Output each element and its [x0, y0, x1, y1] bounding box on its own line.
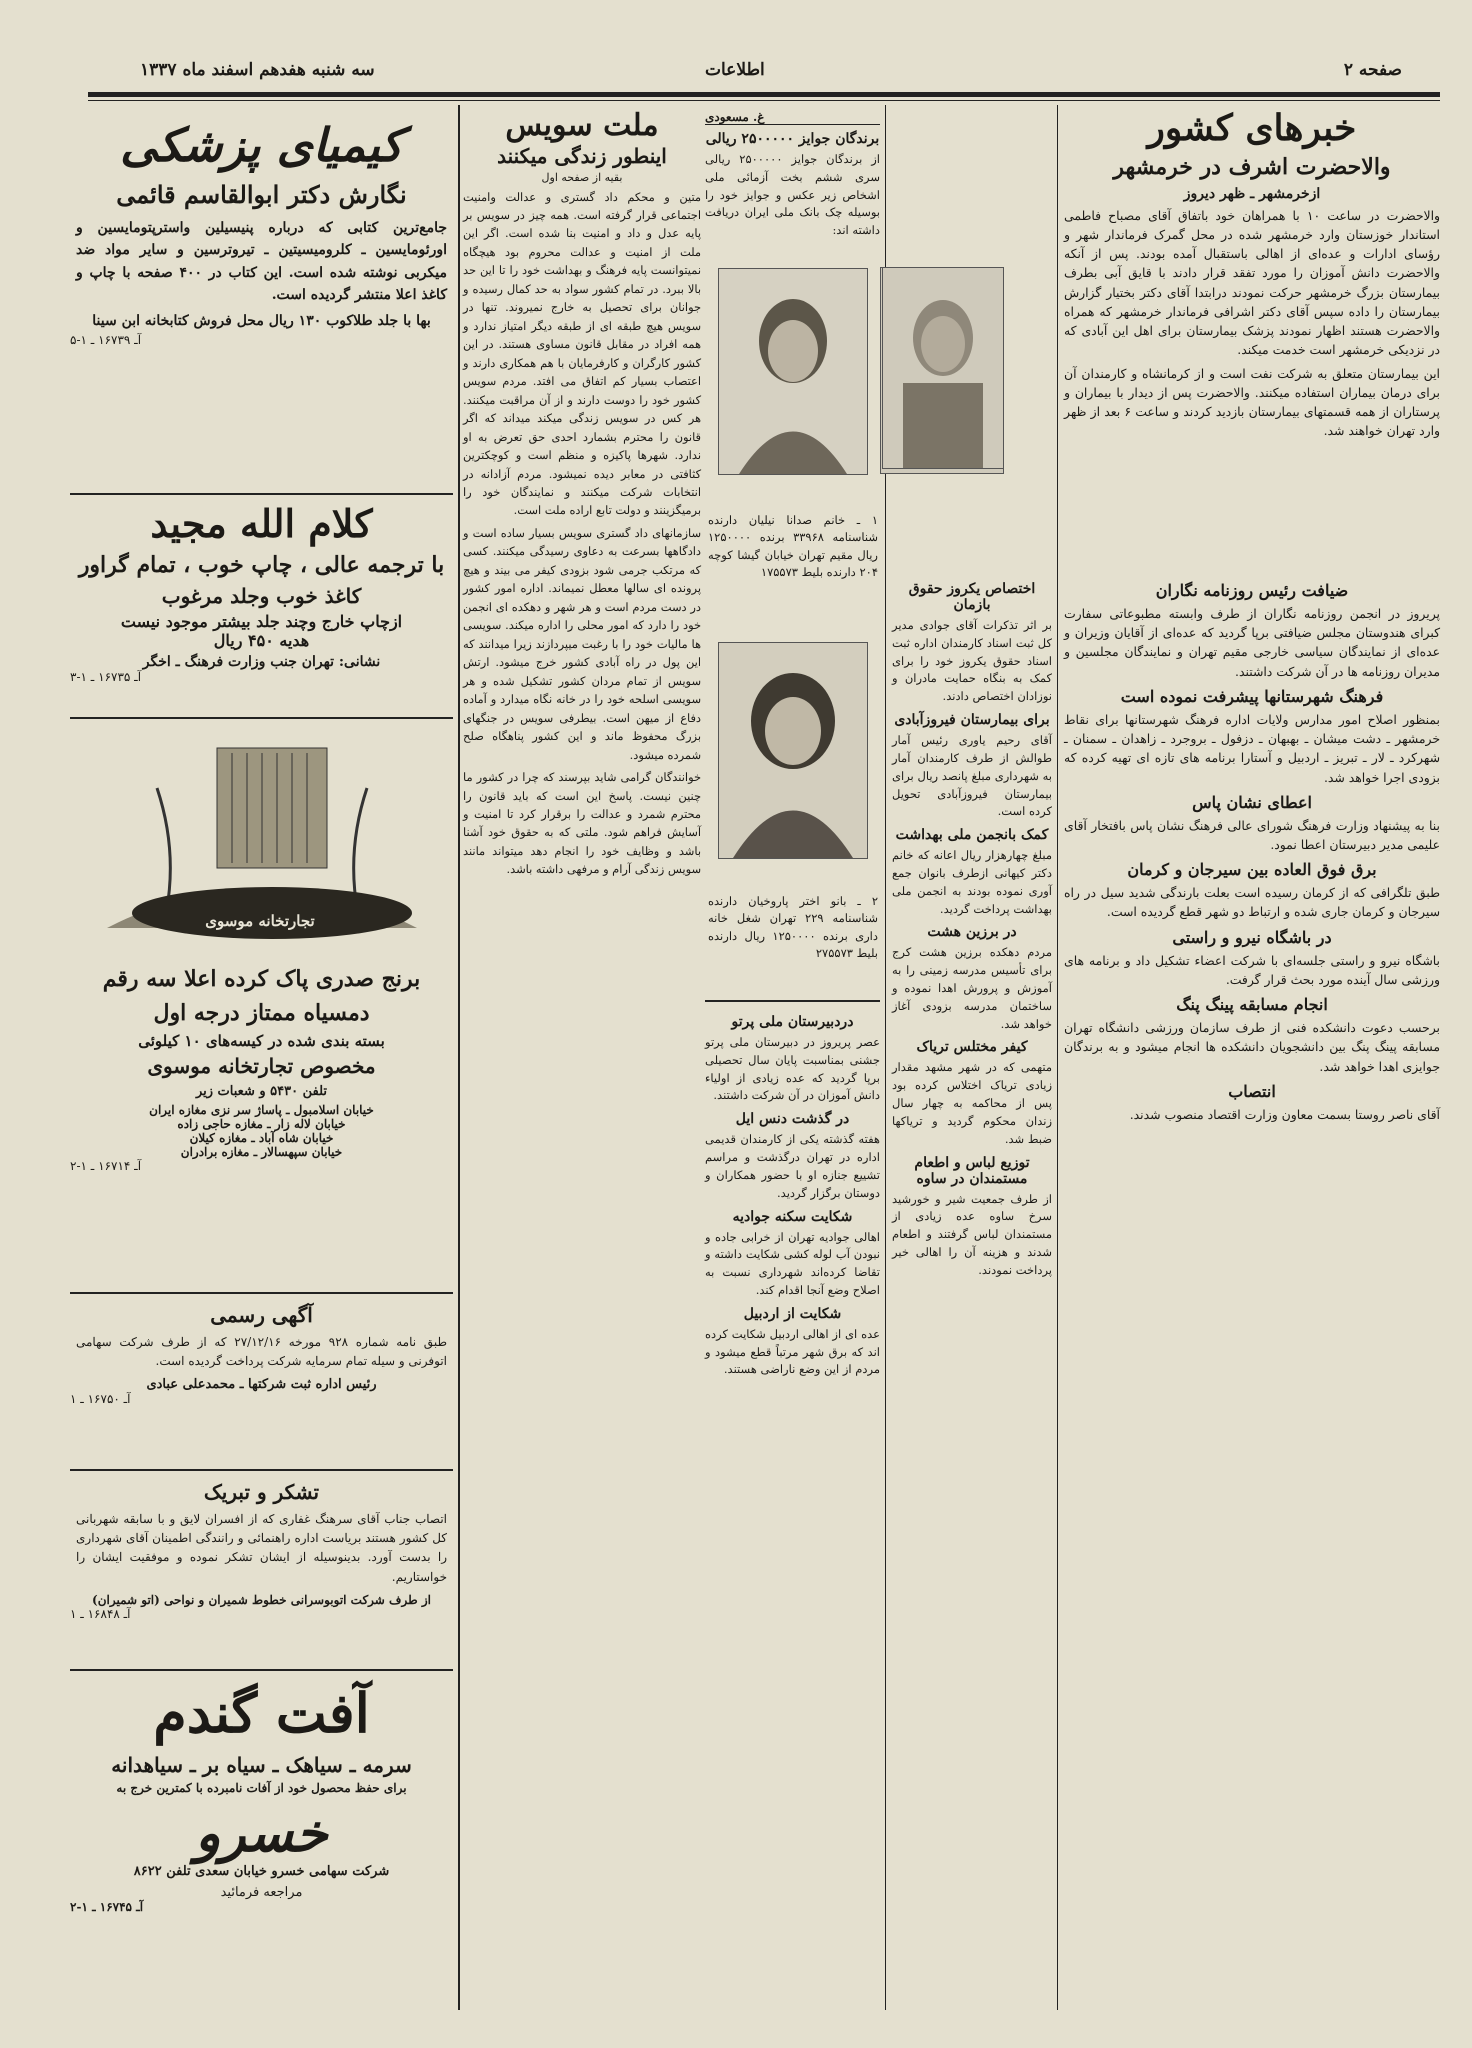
company-name: شرکت سهامی خسرو خیابان سعدی تلفن ۸۶۲۲: [133, 1864, 390, 1879]
headline: اعطای نشان پاس: [1192, 792, 1312, 812]
column-divider: [458, 105, 460, 2010]
newspaper-name: اطلاعات: [705, 60, 765, 80]
headline: اختصاص یکروز حقوق بازمان: [908, 581, 1036, 613]
article-body: بر اثر تذکرات آقای جوادی مدیر کل ثبت اسناد کارمندان اداره ثبت اسناد حقوق یکروز خود را برای کمک به بنگاه حمایت مادران و نوزادان اختصاص دادند.: [892, 618, 1052, 704]
thanks-title: تشکر و تبریک: [203, 1480, 320, 1504]
headline: والاحضرت اشرف در خرمشهر: [1113, 153, 1391, 180]
school-news: [705, 1008, 880, 1383]
article-body: خوانندگان گرامی شاید بپرسند که چرا در کشور ما چنین نیست. پاسخ این است که باید قانون را محترم شمرد و عدالت را برقرار کرد تا امنیت و آسایش فراهم شود. ملتی که به حقوق خود آشنا باشد و وظایف خود را انجام دهد میتواند مانند سویس زندگی آرام و مرفهی داشته باشد.: [463, 770, 701, 877]
article-body: از طرف جمعیت شیر و خورشید سرخ ساوه عده زیادی از مستمندان لباس گرفتند و اطعام شدند و هزینه آن را اهالی خیر پرداخت نمودند.: [892, 1191, 1052, 1277]
article-body: پریروز در انجمن روزنامه نگاران از طرف وابسته مطبوعاتی سفارت کبرای هندوستان مجلس ضیافتی برپا گردید که عده‌ای از آقایان وزیران و عده‌ای از نمایندگان سیاسی خارجی مقیم تهران و نمایندگان مجلسین و مدیران روزنامه ها در آن شرکت داشتند.: [1064, 606, 1440, 679]
headline: ضیافت رئیس روزنامه نگاران: [1155, 581, 1349, 600]
book-author: نگارش دکتر ابوالقاسم قائمی: [116, 180, 407, 209]
pesticide-ad: [70, 1675, 453, 2005]
article-body: عده ای از اهالی اردبیل شکایت کرده اند که برق شهر مرتباً قطع میشود و مردم از این وضع ناراضی هستند.: [705, 1326, 880, 1377]
page-number: صفحه ۲: [1343, 60, 1402, 80]
article-subtitle: اینطور زندگی میکنند: [497, 143, 667, 168]
swiss-article: [463, 110, 701, 883]
quran-price: هدیه ۴۵۰ ریال: [213, 631, 310, 650]
section-rule: [705, 1000, 880, 1002]
article-body: مبلغ چهارهزار ریال اعانه که خانم دکتر کیهانی ازطرف بانوان جمع آوری نموده بودند به انجمن ملی بهداشت پرداخت گردید.: [892, 848, 1052, 916]
branch-address: خیابان سپهسالار ـ مغازه برادران: [180, 1145, 343, 1159]
headline: در گذشت دنس ایل: [735, 1111, 850, 1128]
article-body: والاحضرت در ساعت ۱۰ با همراهان خود باتفاق آقای مصباح فاطمی استاندار خوزستان وارد خرمشهر شده در محل گمرک فرماندار شهر و رؤسای ادارات و عده‌ای از اهالی باستقبال آمده بودند. پس از آنکه والاحضرت دانش آموزان را مورد تفقد قرار دادند با قایق آبی بطرف بیمارستان بزرگ خرمشهر حرکت نمودند درابتدا آقای دکتر بختیار گزارش بیمارستان را داده سپس آقای دکتر اشرافی فرماندار خرمشهر که همراه والاحضرت هستند اظهار نمودند پزشک بیمارستان برای اهل این آبادی که در نزدیکی خرمشهر است خدمت میکند.: [1064, 207, 1441, 358]
quran-line: ازچاپ خارج وچند جلد بیشتر موجود نیست: [120, 612, 403, 631]
section-title: خبرهای کشور: [1147, 107, 1357, 149]
rice-branches: [70, 1103, 453, 1159]
portrait-1: [883, 268, 1003, 468]
article-body: آقای رحیم یاوری رئیس آمار طوالش از طرف کارمندان آمار به شهرداری مبلغ پانصد ریال برای بیمارستان فیروزآبادی تحویل کرده است.: [892, 733, 1052, 819]
author-tag: غ. مسعودی: [705, 110, 880, 125]
ad-code: آـ ۱۶۷۴۵ ـ ۱-۲: [70, 1900, 144, 1914]
quran-line: با ترجمه عالی ، چاپ خوب ، تمام گراور: [78, 552, 445, 578]
prize-title: برندگان جوایز ۲۵۰۰۰۰۰ ریالی: [705, 131, 880, 147]
winner-caption-1: ۱ ـ خانم صدانا نیلیان دارنده شناسنامه ۳۳۹۶۸ برنده ۱۲۵۰۰۰۰ ریال مقیم تهران خیابان گیشا کوچه ۲۰۴ دارنده بلیط ۱۷۵۵۷۳: [708, 513, 878, 579]
book-title: کیمیای پزشکی: [120, 118, 403, 172]
winner-photo-1: [882, 267, 1004, 469]
company-brand: خسرو: [195, 1803, 328, 1864]
quran-title: کلام الله مجید: [150, 501, 373, 546]
ad-code: آـ ۱۶۷۱۴ ـ ۱-۲: [70, 1159, 142, 1173]
article-title: ملت سویس: [505, 108, 659, 143]
book-description: جامع‌ترین کتابی که درباره پنیسیلین واسترپتومایسین و اورئومایسین ـ کلرومیسیتین ـ تیروترسین و سایر مواد ضد میکربی نوشته شده است. این کتاب در ۴۰۰ صفحه با چاپ و کاغذ اعلا منتشر گردیده است.: [76, 220, 447, 304]
thanks-notice: [70, 1474, 453, 1671]
pesticide-line: برای حفظ محصول خود از آفات نامبرده با کمترین خرج به: [116, 1781, 407, 1795]
prize-intro: از برندگان جوایز ۲۵۰۰۰۰۰ ریالی سری ششم بخت آزمائی ملی اشخاص زیر عکس و جوایز خود را بوسیله چک بانک ملی ایران دریافت داشته اند:: [705, 152, 880, 238]
branch-address: خیابان شاه آباد ـ مغازه کیلان: [189, 1131, 334, 1145]
article-body: هفته گذشته یکی از کارمندان قدیمی اداره در تهران درگذشت و مراسم تشییع جنازه او با حضور همکاران و دوستان برگزار گردید.: [705, 1132, 880, 1200]
headline: کیفر مختلس تریاک: [916, 1039, 1028, 1056]
notice-signature: رئیس اداره ثبت شرکتها ـ محمدعلی عبادی: [146, 1377, 377, 1393]
winner-photo-1-frame: [718, 268, 868, 475]
headline: شکایت از اردبیل: [743, 1305, 842, 1322]
ad-code: آـ ۱۶۷۳۵ ـ ۱-۳: [70, 670, 142, 684]
continued-note: بقیه از صفحه اول: [541, 170, 623, 184]
article-body: این بیمارستان متعلق به شرکت نفت است و از کرمانشاه و کارمندان آن برای درمان بیماران استفاده میکنند. والاحضرت پس از دیدار با بیماران و پرستاران از همه قسمتهای بیمارستان بازدید کردند و ساعت ۶ بعد از ظهر وارد تهران خواهند شد.: [1064, 365, 1440, 439]
news-column: [1064, 107, 1441, 444]
rice-line: بسته بندی شده در کیسه‌های ۱۰ کیلوئی: [138, 1032, 385, 1050]
column-divider: [1057, 105, 1058, 2010]
headline: شکایت سکنه جواديه: [732, 1208, 853, 1225]
branch-address: خیابان لاله زار ـ مغازه حاجی زاده: [177, 1117, 346, 1131]
rice-title: برنج صدری پاک کرده اعلا سه رقم: [102, 966, 421, 992]
header-rule: [88, 92, 1440, 97]
prize-column: [705, 110, 880, 244]
book-price: بها با جلد طلاکوب ۱۳۰ ریال محل فروش کتابخانه ابن سینا: [92, 312, 431, 329]
headline: در باشگاه نیرو و راستی: [1172, 927, 1332, 947]
brief-news-column: [892, 575, 1052, 1284]
notice-title: آگهی رسمی: [210, 1303, 313, 1327]
rice-line: دمسیاه ممتاز درجه اول: [153, 1000, 370, 1026]
article-body: برحسب دعوت دانشکده فنی از طرف سازمان ورزشی دانشگاه تهران مسابقه پینگ پنگ بین دانشجویان دانشکده ها انجام میشود و به برندگان جوایزی اهدا خواهد شد.: [1064, 1020, 1440, 1074]
headline: دردبیرستان ملی پرتو: [731, 1014, 854, 1030]
headline: توزیع لباس و اطعام مستمندان در ساوه: [914, 1154, 1030, 1187]
portrait-2: [719, 643, 867, 858]
ad-code: آـ ۱۶۷۳۹ ـ ۱-۵: [70, 332, 142, 347]
article-body: آقای ناصر روستا بسمت معاون وزارت اقتصاد منصوب شدند.: [1129, 1106, 1440, 1122]
article-body: سازمانهای داد گستری سویس بسیار ساده است و دادگاهها بسرعت به دعاوی رسیدگی میکنند. کسی که مرتکب جرمی شود بزودی کیفر می بیند و هیچ پرونده ای سالها معطل نمیماند. اداره امور کشور در دست مردم است و هر شهر و دهکده ای انجمن خود را دارد که امور محلی را اداره میکند. سویسی ها مالیات خود را با رغبت میپردازند زیرا میدانند که این پول در راه آبادی کشور خرج میشود. ارتش سویس از تمام مردان کشور تشکیل شده و هر سویسی اسلحه خود را در خانه نگاه میدارد و آماده دفاع از میهن است. بیطرفی سویس در جنگهای بزرگ محفوظ ماند و این کشور پناهگاه صلح شمرده میشود.: [463, 525, 701, 762]
headline: در برزین هشت: [927, 924, 1017, 941]
article-body: بنا به پیشنهاد وزارت فرهنگ شورای عالی فرهنگ نشان پاس بافتخار آقای علیمی مدیر دبیرستان اعطا نمود.: [1064, 817, 1440, 852]
notice-body: طبق نامه شماره ۹۲۸ مورخه ۲۷/۱۲/۱۶ که از طرف شرکت سهامی اتوفرنی و سیله تمام سرمایه شرکت پرداخت گردیده است.: [76, 1335, 447, 1369]
dateline: ازخرمشهر ـ ظهر دیروز: [1183, 185, 1321, 202]
winner-caption-2: ۲ ـ بانو اختر پاروخیان دارنده شناسنامه ۲۲۹ تهران شغل خانه داری برنده ۱۲۵۰۰۰۰ ریال دارنده بلیط ۲۷۵۵۷۳: [708, 894, 878, 960]
thanks-signature: از طرف شرکت اتوبوسرانی خطوط شمیران و نواحی (اتو شمیران): [92, 1592, 431, 1607]
winner-photo-2-frame: [718, 642, 868, 859]
article-body: متهمی که در شهر مشهد مقدار زیادی تریاک اختلاس کرده بود پس از محاکمه به چهار سال زندان محکوم گردید و تریاکها ضبط شد.: [892, 1060, 1052, 1146]
pesticide-footer: مراجعه فرمائید: [220, 1885, 303, 1900]
rice-line: مخصوص تجارتخانه موسوی: [147, 1054, 376, 1078]
ad-code: آـ ۱۶۷۵۰ ـ ۱: [70, 1392, 131, 1407]
article-body: اهالی جوادیه تهران از خرابی جاده و نبودن آب لوله کشی شکایت داشته و تقاضا کرده‌اند شهرداری نسبت به اصلاح وضع آنجا اقدام کند.: [705, 1229, 880, 1297]
quran-ad: [70, 497, 453, 719]
ad-code: آـ ۱۶۸۴۸ ـ ۱: [70, 1606, 131, 1621]
pesticide-line: سرمه ـ سیاهک ـ سیاه بر ـ سیاهدانه: [111, 1753, 412, 1777]
article-body: متین و محکم داد گستری و عدالت وامنیت اجتماعی قرار گرفته است. همه چیز در سویس بر پایه عدل و داد و امنیت بنا شده است. اگر این ملت از امنیت و عدالت محروم بود هیچگاه نمیتوانست پایه فرهنگ و بهداشت خود را تا این حد بالا ببرد. در تمام کشور سواد به حد کمال رسیده و جوانان برای تحصیل به خارج نمیروند. تنها در سویس هیچ طبقه ای از طبقه دیگر امتیاز ندارد و همه افراد در مقابل قانون مساوی هستند. در این کشور کارگران و کارفرمایان با هم همکاری دارند و اعتصاب بسیار کم اتفاق می افتد. مردم سویس کشور خود را دوست دارند و از آن مراقبت میکنند. هر کس در سویس زندگی میکند میداند که اگر قانون را محترم بشمارد احدی حق تعرض به او ندارد. شهرها پاکیزه و منظم است و کوچکترین کثافتی در معابر دیده نمیشود. مردم آزادانه در انتخابات شرکت میکنند و نمایندگان خود را برمیگزینند و دولت تابع اراده ملت است.: [463, 189, 701, 518]
headline: کمک بانجمن ملی بهداشت: [895, 827, 1049, 844]
issue-date: سه شنبه هفدهم اسفند ماه ۱۳۳۷: [140, 60, 375, 80]
book-ad: [70, 108, 453, 495]
headline: فرهنگ شهرستانها پیشرفت نموده است: [1120, 686, 1384, 706]
portrait-1: [719, 269, 867, 474]
header-rule-thin: [88, 100, 1440, 101]
rice-phone: تلفن ۵۴۳۰ و شعبات زیر: [195, 1084, 328, 1099]
article-body: بمنظور اصلاح امور مدارس ولایات اداره فرهنگ شهرستانها برای نقاط خرمشهر ـ دشت میشان ـ بهبهان ـ دزفول ـ بروجرد ـ زاهدان ـ سمنان ـ شهرکرد ـ لار ـ تبریز ـ اردبیل و آستارا برنامه های تازه ای تهیه کرده که بزودی اجرا خواهد شد.: [1064, 711, 1440, 785]
rice-ad: [70, 722, 453, 1294]
news-column-lower: [1064, 575, 1440, 1128]
headline: انتصاب: [1228, 1081, 1276, 1101]
rice-logo: تجارتخانه موسوی: [205, 912, 315, 930]
headline: انجام مسابقه پینگ پنگ: [1176, 995, 1328, 1015]
article-body: باشگاه نیرو و راستی جلسه‌ای با شرکت اعضاء تشکیل داد و برنامه های ورزشی سال آینده مورد بحث قرار گرفت.: [1064, 952, 1440, 987]
quran-line: کاغذ خوب وجلد مرغوب: [161, 584, 362, 608]
official-notice: [70, 1297, 453, 1471]
quran-address: نشانی: تهران جنب وزارت فرهنگ ـ اخگر: [142, 654, 381, 670]
headline: برق فوق العاده بین سیرجان و کرمان: [1127, 860, 1377, 880]
article-body: طبق تلگرافی که از کرمان رسیده است بعلت بارندگی شدید سیل در راه سیرجان و کرمان جاری شده و ارتباط دو شهر قطع گردیده است.: [1064, 885, 1440, 920]
article-body: عصر پریروز در دبیرستان ملی پرتو جشنی بمناسبت پایان سال تحصیلی برپا گردید که عده زیادی از اولیاء دانش آموزان در آن شرکت داشتند.: [705, 1035, 880, 1103]
headline: برای بیمارستان فیروزآبادی: [894, 712, 1050, 729]
thanks-body: اتصاب جناب آقای سرهنگ غفاری که از افسران لایق و با سابقه شهربانی کل کشور هستند بریاست اداره راهنمائی و رانندگی اطمینان آقای شهرداری را بدست آورد. بدینوسیله از ایشان تشکر نموده و موفقیت ایشان را خواستاریم.: [76, 1512, 447, 1584]
branch-address: خیابان اسلامبول ـ پاساژ سر نزی مغازه ایران: [149, 1103, 374, 1117]
pesticide-title: آفت گندم: [153, 1681, 370, 1745]
article-body: مردم دهکده برزین هشت کرج برای تأسیس مدرسه زمینی را به آموزش و پرورش اهدا نموده و ساختمان مدرسه بزودی آغاز خواهد شد.: [892, 945, 1052, 1031]
